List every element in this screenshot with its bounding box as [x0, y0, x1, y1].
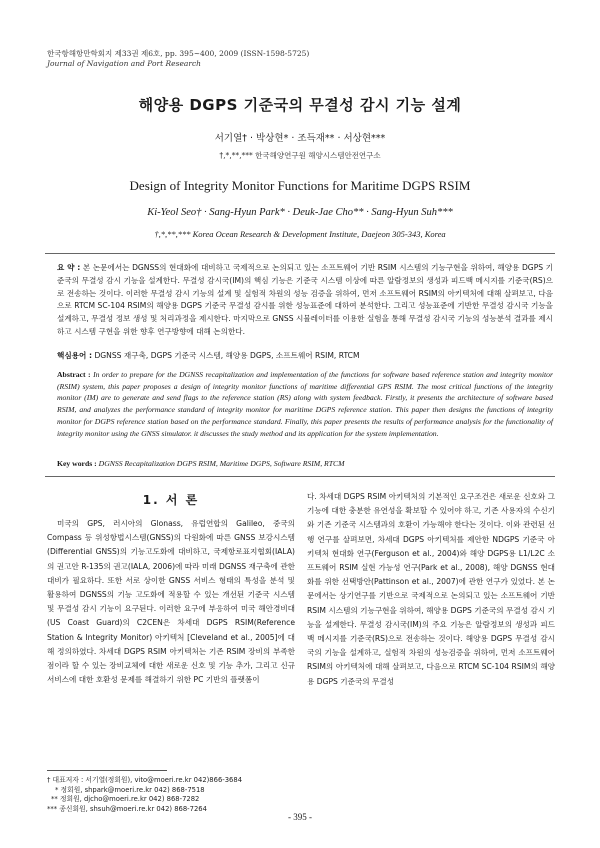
keywords-korean-label: 핵심용어 :: [57, 351, 93, 360]
abstract-korean: [57, 262, 553, 339]
footnotes: [47, 776, 242, 814]
footnote-author: * 정회원, shpark@moeri.re.kr 042) 868-7518: [55, 785, 205, 794]
affiliation-korean: †,*,**,*** 한국해양연구원 해양시스템안전연구소: [219, 151, 381, 160]
divider: [45, 253, 555, 254]
journal-name: Journal of Navigation and Port Research: [47, 59, 201, 68]
footnote-author: *** 종신회원, shsuh@moeri.re.kr 042) 868-7264: [47, 804, 207, 813]
body-column-right: [307, 490, 555, 689]
footnote-author: ** 정회원, djcho@moeri.re.kr 042) 868-7282: [51, 795, 200, 804]
divider: [45, 476, 555, 477]
title-korean: 해양용 DGPS 기준국의 무결성 감시 기능 설계: [138, 96, 462, 114]
abstract-english-text: In order to prepare for the DGNSS recapitalization and implementation of the functions for software based reference station and integrity monitor (RSIM) system, this paper proposes a design of integrity monitor functions of maritime differential GPS RSIM. The most critical functions of the integrity monitor (IM) are to generate and send flags to the reference station (RS) along with system feedback. Firstly, it presents the architecture of software based RSIM, and analyzes the performance standard of integrity monitor for maritime DGPS reference station. This paper then designs the functions of integrity monitor for DGPS reference station based on the performance standard. Finally, this paper presents the results of performance analysis for the functionality of integrity monitor using the GNSS simulator. it discusses the study method and its application for the system implementation.: [57, 370, 554, 438]
abstract-korean-label: 요 약 :: [57, 263, 81, 272]
journal-header: [47, 49, 309, 69]
body-column-left: [47, 517, 295, 687]
keywords-korean: [57, 350, 553, 361]
footnote-divider: [47, 770, 167, 771]
keywords-english-label: Key words :: [57, 459, 97, 468]
body-paragraph: 다. 차세대 DGPS RSIM 아키텍처의 기본적인 요구조건은 새로운 신호와 그 기능에 대한 충분한 유연성을 확보할 수 있어야 하고, 기존 사용자의 수신기와 기존 기준국 시스템과의 호환이 가능해야 한다는 것이다. 이와 관련된 선행 연구를 살펴보면, 차세대 DGPS 아키텍처를 제안한 NDGPS 기준국 아키텍처 현대화 연구(Ferguson et al., 2004)와 해양 DGPS용 L1/L2C 소프트웨어 RSIM 실현 가능성 연구(Park et al., 2008), 해양 DGNSS 현대화를 위한 선택방안(Pattinson et al., 2007)에 관한 연구가 있었다. 본 논문에서는 상기연구를 기반으로 국제적으로 논의되고 있는 소프트웨어 기반 RSIM 시스템의 기능구현을 위하여, 해양용 DGPS 기준국의 무결성 감시 기능을 설계한다. 무결성 감시국(IM)의 주요 기능은 알람정보의 생성과 피드백 메시지를 기준국(RS)으로 전송하는 것이다. 해양용 DGPS 무결성 감시국의 기능을 설계하고, 실험적 차원의 성능검증을 위하여, 먼저 소프트웨어 RSIM의 아키텍처에 대해 살펴보고, 다음으로 RTCM SC-104 RSIM의 해양용 DGPS 기준국의 무결성: [307, 492, 555, 686]
keywords-english: [57, 459, 553, 468]
title-english: Design of Integrity Monitor Functions for Maritime DGPS RSIM: [129, 178, 471, 193]
body-paragraph: 미국의 GPS, 러시아의 Glonass, 유럽연합의 Galileo, 중국의 Compass 등 위성항법시스템(GNSS)의 다원화에 따른 GNSS 보강시스템(Differential GNSS)의 기능고도화에 대비하고, 국제항로표지협회(IALA)의 권고안 R-135의 권고(IALA, 2006)에 따라 미래 DGNSS 재구축에 관한 대비가 필요하다. 또한 서로 상이한 GNSS 서비스 형태의 특성을 분석 및 활용하여 DGNSS의 기능 고도화에 적용할 수 있는 개선된 기준국 시스템 및 무결성 감시 기능이 요구된다. 이러한 요구에 부응하여 미국 해안경비대(US Coast Guard)의 C2CEN은 차세대 DGPS RSIM(Reference Station & Integrity Monitor) 아키텍처 [Cleveland et al., 2005]에 대해 정의하였다. 차세대 DGPS RSIM 아키텍처는 기존 RSIM 장비의 부족한 점이라 할 수 있는 장비교체에 대한 새로운 신호 및 기능 추가, 그리고 신규 서비스에 대한 호환성 문제를 해결하기 위한 PC 기반의 플랫폼이: [47, 519, 295, 685]
abstract-korean-text: 본 논문에서는 DGNSS의 현대화에 대비하고 국제적으로 논의되고 있는 소프트웨어 기반 RSIM 시스템의 기능구현을 위하여, 해양용 DGPS 기준국의 무결성 감시 기능을 설계한다. 무결성 감시국(IM)의 핵심 기능은 기준국 시스템 이상에 따른 알람정보의 생성과 피드백 메시지를 기준국(RS)으로 전송하는 것이다. 이러한 무결성 감시 기능의 설계 및 실험적 차원의 성능 검증을 위하여, 먼저 소프트웨어 RSIM의 아키텍처에 대해 살펴보고, 다음으로 RTCM SC-104 RSIM의 해양용 DGPS 기준국 무결성 감시를 위한 성능표준에 대하여 분석한다. 그리고 성능표준에 기반한 무결성 감시국 기능을 설계하고, 무결성 정보 생성 및 처리과정을 제시한다. 마지막으로 GNSS 시뮬레이터를 이용한 실험을 통해 무결성 감시국 기능의 성능분석 결과를 제시하고 시스템 구현을 위한 향후 연구방향에 대해 논의한다.: [57, 263, 554, 336]
footnote-corresponding-author: † 대표저자 : 서기열(정회원), vito@moeri.re.kr 042)866-3684: [47, 776, 243, 784]
authors-english: Ki-Yeol Seo† · Sang-Hyun Park* · Deuk-Jae Cho** · Sang-Hyun Suh***: [147, 207, 453, 218]
affiliation-english: †,*,**,*** Korea Ocean Research & Development Institute, Daejeon 305-343, Korea: [154, 229, 446, 239]
page-number: - 395 -: [288, 812, 312, 822]
authors-korean: 서기열† · 박상현* · 조득재** · 서상현***: [214, 133, 386, 144]
abstract-english: [57, 369, 553, 439]
keywords-english-text: DGNSS Recapitalization DGPS RSIM, Maritime DGPS, Software RSIM, RTCM: [98, 459, 345, 468]
journal-citation: 한국항해항만학회지 제33권 제6호, pp. 395~400, 2009 (ISSN-1598-5725): [47, 49, 310, 58]
abstract-english-label: Abstract :: [57, 370, 91, 379]
section-heading-introduction: 1. 서 론: [142, 493, 200, 507]
keywords-korean-text: DGNSS 재구축, DGPS 기준국 시스템, 해양용 DGPS, 소프트웨어 RSIM, RTCM: [94, 351, 360, 360]
